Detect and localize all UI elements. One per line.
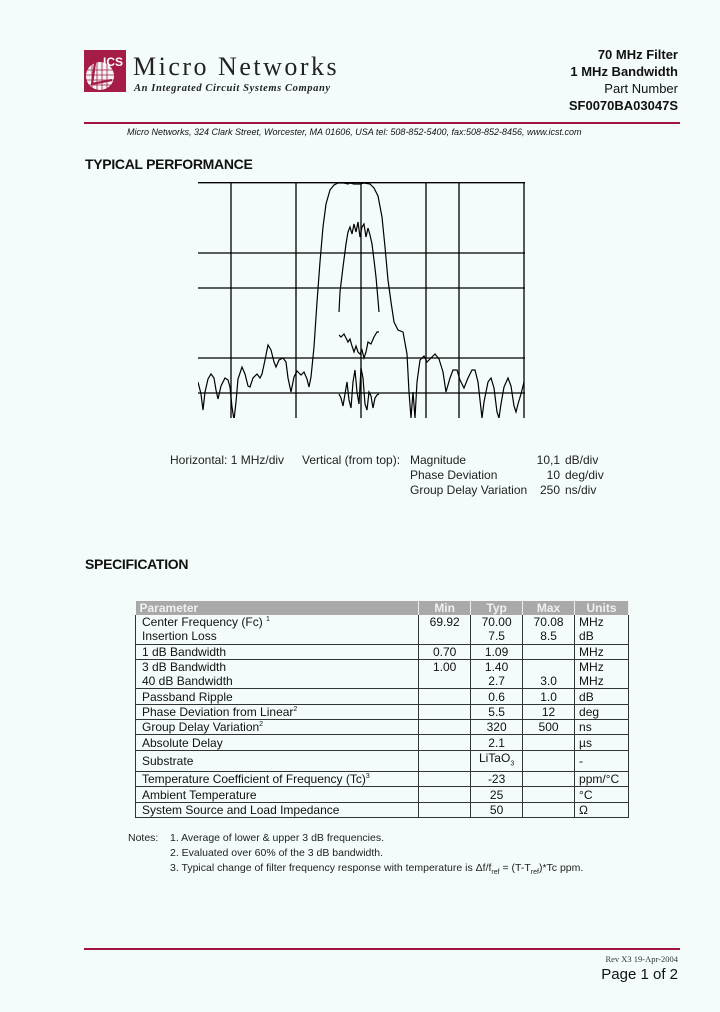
table-row (136, 644, 629, 659)
max-value (523, 750, 575, 771)
notes (128, 831, 583, 880)
footer-divider (84, 948, 680, 950)
col-header: Typ (471, 601, 523, 615)
min-value (419, 750, 471, 771)
min-value: 1.00 (419, 659, 471, 674)
passband-trace (339, 222, 379, 312)
max-value: 1.0 (523, 689, 575, 704)
typ-value: 5.5 (471, 704, 523, 719)
horizontal-scale: Horizontal: 1 MHz/div (170, 453, 285, 467)
min-value (419, 629, 471, 644)
units: ns (575, 720, 629, 735)
scale-names (410, 453, 527, 498)
company-address: Micro Networks, 324 Clark Street, Worcester, MA 01606, USA tel: 508-852-5400, fax:508-852-8456, www.icst.com (127, 127, 582, 137)
part-number: SF0070BA03047S (568, 98, 678, 113)
units: MHz (575, 659, 629, 674)
units: deg (575, 704, 629, 719)
note-3: 3. Typical change of filter frequency response with temperature is $\Delta f/f_{ref} = (T-T_{ref})*Tc$ ppm. (170, 862, 584, 877)
part-number-label: Part Number (604, 81, 678, 96)
company-name: Micro Networks (133, 52, 340, 81)
typ-value: 320 (471, 720, 523, 735)
typ-value: 1.09 (471, 644, 523, 659)
col-header: Max (523, 601, 575, 615)
ics-logo (84, 50, 126, 92)
param-name: Insertion Loss (136, 629, 419, 644)
scale-name: Magnitude (410, 453, 467, 467)
units: µs (575, 735, 629, 750)
min-value (419, 720, 471, 735)
min-value (419, 704, 471, 719)
ics-logo-icon (84, 50, 126, 92)
param-name: 3 dB Bandwidth (136, 659, 419, 674)
page-number: Page 1 of 2 (601, 966, 678, 983)
max-value (523, 772, 575, 787)
min-value: 0.70 (419, 644, 471, 659)
table-row (136, 629, 629, 644)
scale-value: 250 (539, 483, 560, 497)
max-value: 500 (523, 720, 575, 735)
col-header: Units (575, 601, 629, 615)
scale-value: 10,1 (536, 453, 560, 467)
product-title: 70 MHz Filter (597, 47, 678, 62)
revision-date: Rev X3 19-Apr-2004 (605, 954, 678, 964)
table-row (136, 659, 629, 674)
max-value (523, 644, 575, 659)
max-value (523, 787, 575, 802)
min-value (419, 772, 471, 787)
table-row (136, 689, 629, 704)
param-name: 1 dB Bandwidth (136, 644, 419, 659)
typ-value: 70.00 (471, 615, 523, 629)
param-name: Center Frequency (Fc) (142, 615, 263, 630)
scale-name: Group Delay Variation (410, 483, 528, 497)
svg-text:ICS: ICS (103, 55, 124, 69)
typ-value: 1.40 (471, 659, 523, 674)
max-value (523, 802, 575, 817)
min-value (419, 787, 471, 802)
param-name: Substrate (136, 750, 419, 771)
scale-unit: deg/div (565, 468, 604, 482)
param-name: Temperature Coefficient of Frequency (Tc) (142, 772, 366, 787)
table-header (136, 601, 629, 615)
typ-value: 25 (471, 787, 523, 802)
units: °C (575, 787, 629, 802)
scale-unit: dB/div (565, 453, 599, 467)
product-header (569, 46, 678, 114)
units: Ω (575, 802, 629, 817)
typ-value: 50 (471, 802, 523, 817)
max-value: 3.0 (523, 674, 575, 689)
units: ppm/°C (575, 772, 629, 787)
min-value (419, 735, 471, 750)
company-tagline: An Integrated Circuit Systems Company (134, 83, 331, 94)
scale-name: Phase Deviation (410, 468, 498, 482)
min-value (419, 674, 471, 689)
units: - (575, 750, 629, 771)
table-row: Center Frequency (Fc) $^1$ 69.92 70.00 70.08 MHz (136, 615, 629, 629)
min-value (419, 689, 471, 704)
units: MHz (575, 644, 629, 659)
performance-chart (198, 182, 525, 418)
typ-value: 0.6 (471, 689, 523, 704)
param-name: 40 dB Bandwidth (136, 674, 419, 689)
scale-units (565, 453, 604, 498)
units: dB (575, 629, 629, 644)
typ-value: -23 (471, 772, 523, 787)
table-row: Phase Deviation from Linear$^2$ 5.5 12 deg (136, 704, 629, 719)
table-row: Temperature Coefficient of Frequency $(Tc)^3$ -23 ppm/°C (136, 772, 629, 787)
scale-value: 10 (546, 468, 560, 482)
max-value: 12 (523, 704, 575, 719)
param-name: System Source and Load Impedance (136, 802, 419, 817)
units: MHz (575, 615, 629, 629)
param-name: Phase Deviation from Linear (142, 704, 294, 719)
specification-title: SPECIFICATION (85, 556, 189, 572)
max-value: 8.5 (523, 629, 575, 644)
header-divider (84, 122, 680, 124)
group-delay-trace (339, 368, 379, 410)
phase-deviation-trace (339, 332, 379, 358)
note-2: 2. Evaluated over 60% of the 3 dB bandwidth. (170, 847, 384, 859)
table-row (136, 735, 629, 750)
notes-label: Notes: (128, 832, 159, 844)
param-name: Group Delay Variation (142, 720, 260, 735)
max-value (523, 659, 575, 674)
min-value: 69.92 (419, 615, 471, 629)
note-1: 1. Average of lower & upper 3 dB frequencies. (170, 832, 385, 844)
product-bandwidth: 1 MHz Bandwidth (570, 64, 678, 79)
typ-value: 7.5 (471, 629, 523, 644)
scale-unit: ns/div (565, 483, 597, 497)
col-header: Parameter (136, 601, 419, 615)
scale-values (520, 453, 560, 498)
table-row (136, 802, 629, 817)
table-row: Group Delay Variation$^2$ 320 500 ns (136, 720, 629, 735)
units: dB (575, 689, 629, 704)
typ-value: 2.7 (471, 674, 523, 689)
max-value: 70.08 (523, 615, 575, 629)
col-header: Min (419, 601, 471, 615)
max-value (523, 735, 575, 750)
performance-title: TYPICAL PERFORMANCE (85, 156, 253, 172)
typ-value: LiTaO$_3$ (471, 750, 523, 771)
vertical-scale-label: Vertical (from top): (302, 453, 401, 467)
param-name: Ambient Temperature (136, 787, 419, 802)
param-name: Passband Ripple (136, 689, 419, 704)
typ-value: 2.1 (471, 735, 523, 750)
table-row (136, 787, 629, 802)
specification-table (135, 601, 629, 818)
units: MHz (575, 674, 629, 689)
param-name: Absolute Delay (136, 735, 419, 750)
table-row (136, 750, 629, 771)
min-value (419, 802, 471, 817)
table-row (136, 674, 629, 689)
